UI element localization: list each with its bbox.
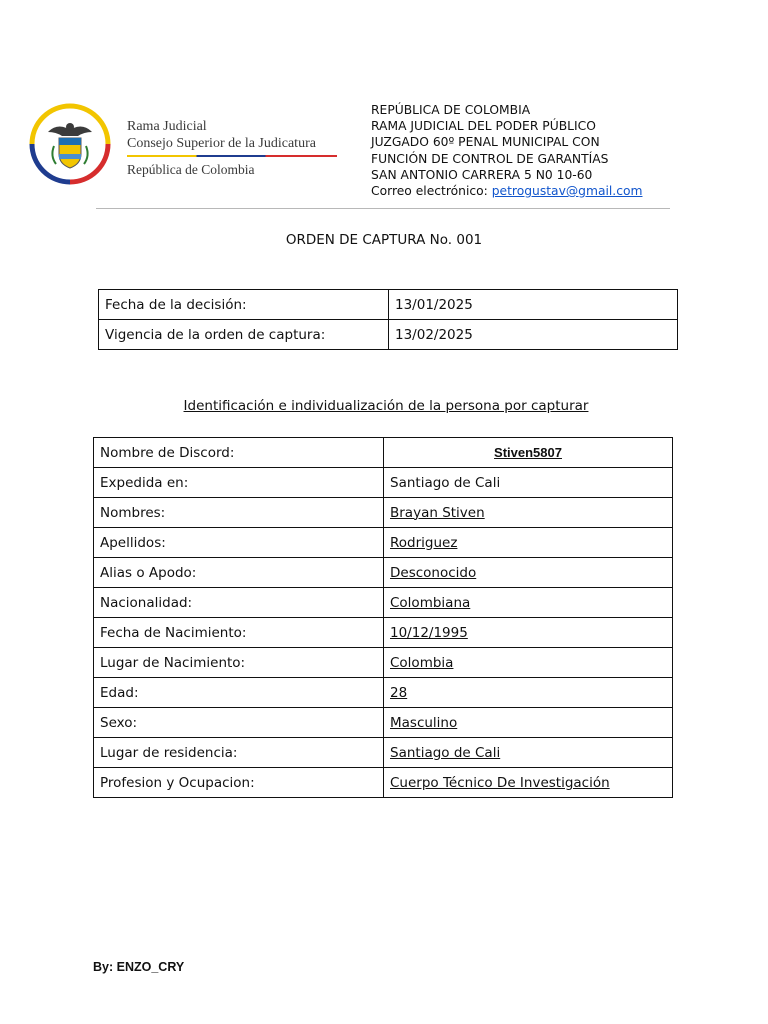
table-row [99, 320, 678, 350]
court-header [371, 102, 642, 199]
table-cell-label: Nombres: [94, 498, 384, 528]
table-cell-value: Brayan Stiven [384, 498, 673, 528]
table-row [94, 468, 673, 498]
table-cell-value: 13/02/2025 [389, 320, 678, 350]
table-cell-label: Expedida en: [94, 468, 384, 498]
table-cell-label: Edad: [94, 678, 384, 708]
table-row [94, 588, 673, 618]
header-line: JUZGADO 60º PENAL MUNICIPAL CON [371, 135, 600, 150]
table-row [94, 738, 673, 768]
table-row [94, 438, 673, 468]
table-cell-value: Desconocido [384, 558, 673, 588]
table-cell-value: Stiven5807 [384, 438, 673, 468]
section-title: Identificación e individualización de la persona por capturar [183, 398, 589, 414]
email-label: Correo electrónico: [371, 184, 492, 199]
table-cell-label: Fecha de la decisión: [99, 290, 389, 320]
person-table [93, 437, 673, 798]
table-cell-label: Lugar de residencia: [94, 738, 384, 768]
table-cell-label: Apellidos: [94, 528, 384, 558]
table-row [99, 290, 678, 320]
table-cell-label: Nacionalidad: [94, 588, 384, 618]
order-title: ORDEN DE CAPTURA No. 001 [285, 232, 483, 248]
table-cell-label: Nombre de Discord: [94, 438, 384, 468]
table-cell-value: Cuerpo Técnico De Investigación [384, 768, 673, 798]
table-row [94, 528, 673, 558]
table-cell-value: 10/12/1995 [384, 618, 673, 648]
email-link[interactable]: petrogustav@gmail.com [491, 184, 643, 199]
table-row [94, 768, 673, 798]
table-cell-label: Sexo: [94, 708, 384, 738]
header-line: RAMA JUDICIAL DEL PODER PÚBLICO [371, 119, 596, 134]
table-cell-value: Rodriguez [384, 528, 673, 558]
table-cell-value: Colombia [384, 648, 673, 678]
footer-credit: By: ENZO_CRY [93, 960, 185, 974]
table-row [94, 708, 673, 738]
rama-judicial-seal-icon [28, 102, 112, 186]
logo-line-rama-judicial: Rama Judicial [127, 119, 207, 134]
decision-table [98, 289, 678, 350]
table-cell-label: Alias o Apodo: [94, 558, 384, 588]
table-cell-value: Santiago de Cali [384, 738, 673, 768]
table-cell-value: Colombiana [384, 588, 673, 618]
table-cell-value: Santiago de Cali [384, 468, 673, 498]
logo-line-consejo: Consejo Superior de la Judicatura [127, 136, 316, 151]
email-line [371, 183, 642, 199]
table-cell-value: Masculino [384, 708, 673, 738]
header-line: REPÚBLICA DE COLOMBIA [371, 103, 531, 117]
header-line: FUNCIÓN DE CONTROL DE GARANTÍAS [371, 151, 609, 166]
logo-text [127, 118, 337, 178]
table-cell-label: Vigencia de la orden de captura: [99, 320, 389, 350]
header-line: SAN ANTONIO CARRERA 5 N0 10-60 [371, 167, 593, 182]
table-cell-label: Fecha de Nacimiento: [94, 618, 384, 648]
header-divider [96, 208, 670, 209]
logo-tricolor-rule [127, 155, 337, 157]
table-cell-label: Lugar de Nacimiento: [94, 648, 384, 678]
table-row [94, 678, 673, 708]
table-row [94, 498, 673, 528]
logo-line-republica: República de Colombia [127, 162, 255, 177]
table-cell-label: Profesion y Ocupacion: [94, 768, 384, 798]
table-row [94, 648, 673, 678]
table-cell-value: 28 [384, 678, 673, 708]
table-row [94, 558, 673, 588]
table-row [94, 618, 673, 648]
table-cell-value: 13/01/2025 [389, 290, 678, 320]
